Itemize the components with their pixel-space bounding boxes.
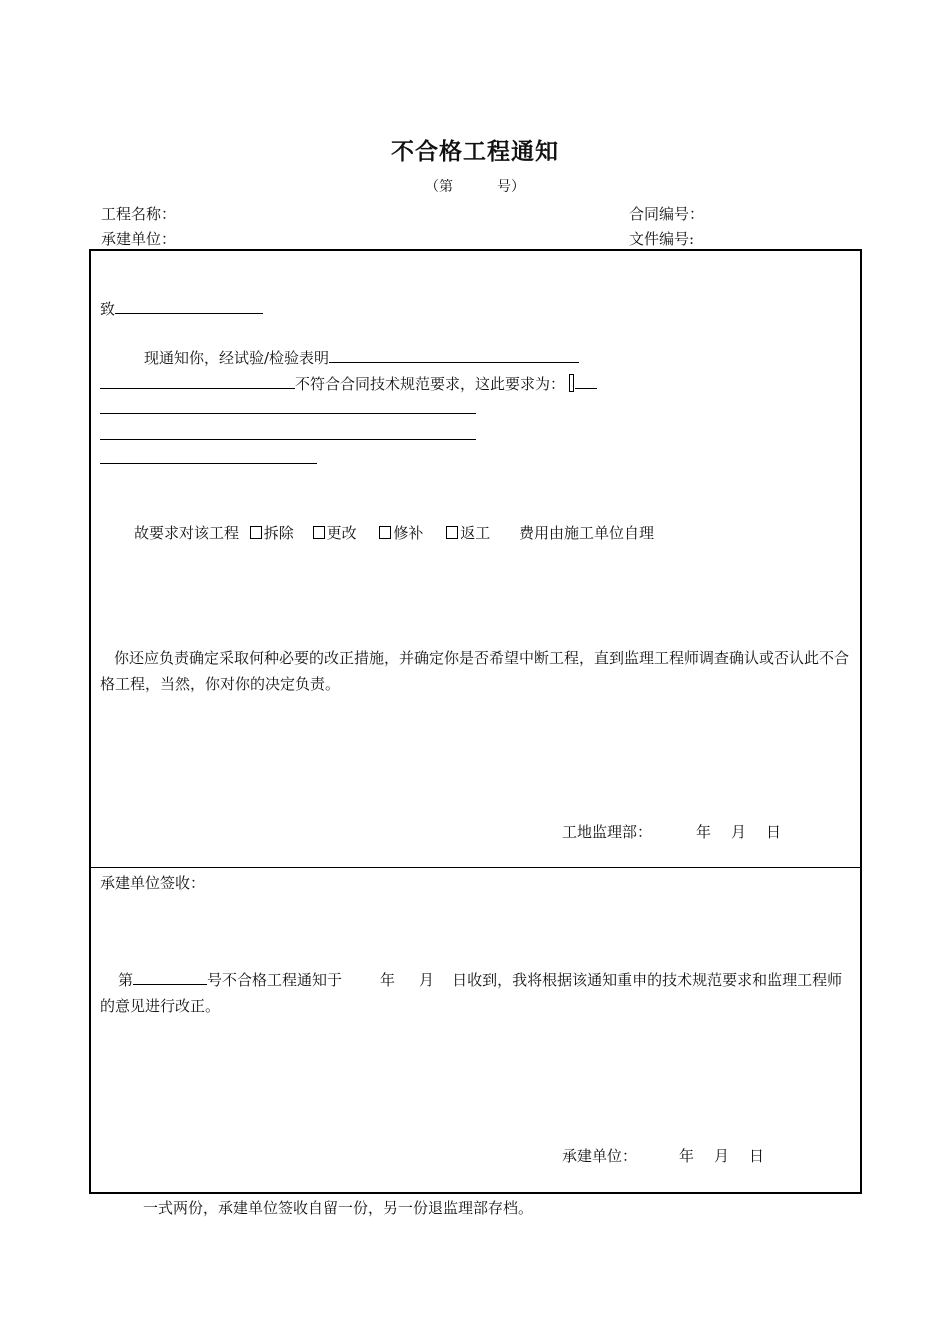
options-line <box>134 522 654 543</box>
text-cursor <box>569 374 574 392</box>
file-no-label: 文件编号: <box>629 230 695 248</box>
notice-number-line <box>0 176 950 196</box>
contract-no-label: 合同编号： <box>629 205 705 223</box>
checkbox-icon[interactable] <box>250 526 262 539</box>
checkbox-icon[interactable] <box>446 526 458 539</box>
option-rework[interactable] <box>446 522 490 543</box>
receipt-no-blank[interactable] <box>133 969 207 985</box>
receipt-paragraph <box>100 967 855 1019</box>
notice-form <box>89 249 862 1194</box>
page-title: 不合格工程通知 <box>391 139 559 165</box>
number-close: 号） <box>497 179 525 195</box>
requirement-blank[interactable] <box>575 373 597 389</box>
option-repair[interactable] <box>379 522 423 543</box>
to-line <box>100 298 263 319</box>
receipt-text-b: 日收到，我将根据该通知重申的技术规范要求和监理工程师的意见进行改正。 <box>100 971 843 1015</box>
intro-line <box>144 347 579 368</box>
supervisor-year: 年 <box>696 823 712 841</box>
test-result-blank[interactable] <box>329 347 579 363</box>
number-open: （第 <box>425 179 453 195</box>
to-blank[interactable] <box>115 298 263 314</box>
section-divider <box>91 867 860 868</box>
receipt-no-prefix: 第 <box>118 971 134 989</box>
requirement-line-1[interactable] <box>100 413 476 414</box>
contractor-label: 承建单位： <box>101 230 177 248</box>
responsibility-paragraph: 你还应负责确定采取何种必要的改正措施，并确定你是否希望中断工程，直到监理工程师调查确认或否认此不合格工程，当然，你对你的决定负责。 <box>100 649 850 693</box>
option-modify-label: 更改 <box>326 524 357 542</box>
requirement-line-2[interactable] <box>100 439 476 440</box>
contractor-sign-line <box>562 1145 764 1166</box>
therefore-text: 故要求对该工程 <box>134 524 240 542</box>
contractor-year: 年 <box>679 1147 695 1165</box>
receipt-text-a: 号不合格工程通知于 <box>207 971 343 989</box>
option-repair-label: 修补 <box>393 524 424 542</box>
checkbox-icon[interactable] <box>313 526 325 539</box>
requirement-line-3[interactable] <box>100 463 317 464</box>
supervisor-day: 日 <box>766 823 782 841</box>
option-demolish[interactable] <box>250 522 294 543</box>
option-modify[interactable] <box>313 522 357 543</box>
nonconform-line <box>100 373 597 394</box>
nonconform-text: 不符合合同技术规范要求，这此要求为： <box>295 375 566 393</box>
project-name-label: 工程名称： <box>101 205 177 223</box>
nonconform-blank[interactable] <box>100 373 295 389</box>
receipt-month: 月 <box>419 971 435 989</box>
receipt-year: 年 <box>380 971 396 989</box>
receipt-label: 承建单位签收： <box>100 874 206 892</box>
footer-note: 一式两份，承建单位签收自留一份，另一份退监理部存档。 <box>143 1199 534 1217</box>
checkbox-icon[interactable] <box>379 526 391 539</box>
contractor-month: 月 <box>714 1147 730 1165</box>
option-demolish-label: 拆除 <box>263 524 294 542</box>
cost-text: 费用由施工单位自理 <box>518 524 654 542</box>
intro-text: 现通知你，经试验/检验表明 <box>144 349 330 367</box>
supervisor-sign-line <box>562 821 781 842</box>
option-rework-label: 返工 <box>460 524 491 542</box>
to-label: 致 <box>100 300 116 318</box>
contractor-sign-label: 承建单位： <box>562 1147 638 1165</box>
contractor-day: 日 <box>749 1147 765 1165</box>
supervisor-month: 月 <box>731 823 747 841</box>
supervisor-label: 工地监理部： <box>562 823 653 841</box>
